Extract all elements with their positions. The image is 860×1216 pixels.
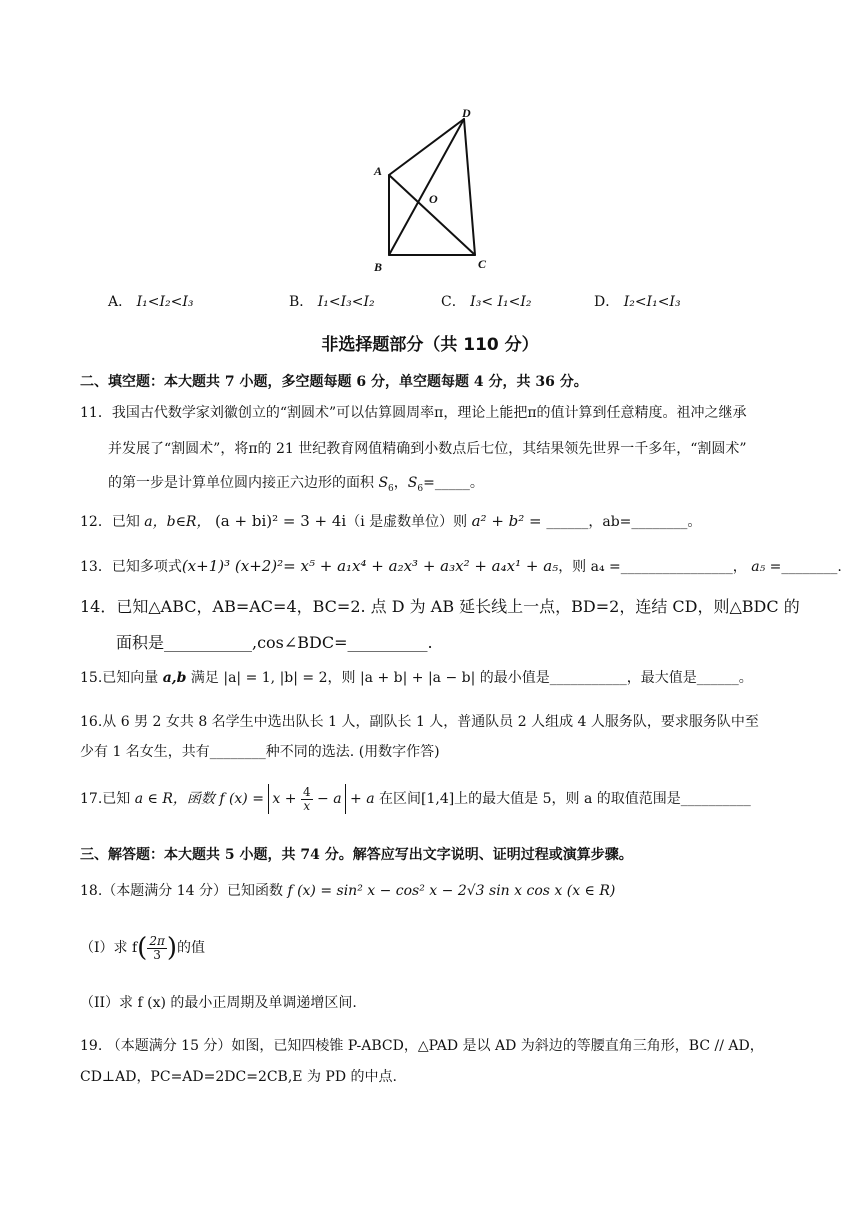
q12-note: （i 是虚数单位）则 [346,514,472,530]
q12-mid: ，ab= [588,514,632,530]
q11-text: 的第一步是计算单位圆内接正六边形的面积 [108,475,379,491]
q11-line1: 11．我国古代数学家刘徽创立的“割圆术”可以估算圆周率π，理论上能把π的值计算到任意精度。祖冲之继承 [80,405,747,421]
q13-blank1: ________________ [620,559,733,575]
option-c-letter: C． [441,294,466,310]
q11-sub: 6 [388,483,394,494]
part2-heading: 二、填空题：本大题共 7 小题，多空题每题 6 分，单空题每题 4 分，共 36 分。 [80,374,588,390]
label-c: C [478,257,487,271]
option-b-text: I₁<I₃<I₂ [317,294,375,310]
q17-x: x + [272,791,297,807]
q12-end: 。 [687,514,702,530]
q17-blank: __________ [680,791,751,807]
q18-part2: （II）求 f (x) 的最小正周期及单调递增区间. [80,995,357,1011]
label-o: O [429,192,438,206]
quadrilateral-figure [360,105,500,275]
q17-abs [268,784,345,814]
label-a: A [374,164,383,178]
option-c [441,291,532,311]
q13-end: . [837,559,842,575]
q15-end: 。 [738,670,753,686]
q15-prefix: 15.已知向量 [80,670,163,686]
option-d-text: I₂<I₁<I₃ [623,294,681,310]
option-a-letter: A． [108,294,133,310]
q17-plus: + a [345,791,375,807]
label-b: B [374,260,383,274]
q13-comma: ， [732,559,747,575]
q15-blank1: ___________ [549,670,627,686]
q11-sub2: 6 [417,483,424,494]
diagonal-ac [389,175,475,255]
q13-mid: ，则 a₄ = [558,559,621,575]
q18-part1 [80,928,205,968]
label-d: D [462,106,471,120]
q13-blank2: ________ [781,559,838,575]
option-c-text: I₃< I₁<I₂ [470,294,532,310]
q12-prefix: 12．已知 [80,514,145,530]
q15-condition: 满足 |a| = 1, |b| = 2，则 |a + b| + |a − b| 的最小值是 [186,670,550,686]
q13-a5: a₅ = [751,559,782,575]
q11-line3 [108,472,484,494]
q16-line2: 少有 1 名女生，共有________种不同的选法. (用数字作答) [80,744,440,760]
q18-function: f (x) = sin² x − cos² x − 2√3 sin x cos x (x ∈ R) [287,883,616,899]
option-a [108,291,193,311]
q17-condition: a ∈ R，函数 f (x) = [134,791,264,807]
q18-p1-suffix: 的值 [177,940,206,956]
q18-fraction [147,935,167,962]
q15 [80,667,753,687]
q17-tail: − a [317,791,342,807]
q17 [80,779,751,819]
q11-line2: 并发展了“割圆术”，将π的 21 世纪教育网值精确到小数点后七位，其结果领先世界一千多年，“割圆术” [108,441,747,457]
part3-heading: 三、解答题：本大题共 5 小题，共 74 分。解答应写出文字说明、证明过程或演算步骤。 [80,847,633,863]
q17-fraction [301,786,313,813]
q19-line2: CD⊥AD，PC=AD=2DC=2CB,E 为 PD 的中点. [80,1069,397,1085]
q11-comma: ， [393,475,408,491]
q15-vectors: a,b [162,670,187,686]
q14-line2: 面积是___________,cos∠BDC=__________. [116,633,433,652]
q18-den: 3 [153,947,161,962]
option-a-text: I₁<I₂<I₃ [136,294,194,310]
q16-line1: 16.从 6 男 2 女共 8 名学生中选出队长 1 人，副队长 1 人，普通队员 2 人组成 4 人服务队，要求服务队中至 [80,714,759,730]
q17-num: 4 [302,784,311,799]
q12-blank2: ________ [631,514,688,530]
q12 [80,511,701,531]
q12-vars: a，b∈R， [144,514,211,530]
q12-blank1: ______ [546,514,589,530]
q18-p1-prefix: （I）求 f [80,940,138,956]
q11-s2: S [407,475,418,491]
option-d-letter: D． [594,294,620,310]
q11-s: S [378,475,389,491]
q12-expr: a² + b² = [471,512,547,530]
q13 [80,556,842,576]
q18-paren-right: ) [166,933,178,963]
q12-equation: (a + bi)² = 3 + 4i [214,512,347,530]
q18 [80,880,615,900]
q15-blank2: ______ [696,670,739,686]
q18-num: 2π [149,933,165,948]
q11-blank: =_____。 [423,475,484,491]
option-d [594,291,681,311]
option-b [289,291,375,311]
q14-line1: 14．已知△ABC，AB=AC=4，BC=2. 点 D 为 AB 延长线上一点，BD=2，连结 CD，则△BDC 的 [80,597,800,616]
q17-prefix: 17.已知 [80,791,135,807]
section-title: 非选择题部分（共 110 分） [321,335,539,355]
q13-prefix: 13．已知多项式 [80,559,182,575]
q19-line1: 19. （本题满分 15 分）如图，已知四棱锥 P-ABCD，△PAD 是以 AD 为斜边的等腰直角三角形，BC // AD， [80,1038,764,1054]
q18-prefix: 18.（本题满分 14 分）已知函数 [80,883,288,899]
q15-mid: ，最大值是 [626,670,697,686]
option-b-letter: B． [289,294,314,310]
q13-polynomial: (x+1)³ (x+2)²= x⁵ + a₁x⁴ + a₂x³ + a₃x² + a₄x¹ + a₅ [181,557,559,575]
q17-den: x [303,798,311,813]
q17-rest: 在区间[1,4]上的最大值是 5，则 a 的取值范围是 [374,791,681,807]
q18-paren-left: ( [137,933,148,963]
